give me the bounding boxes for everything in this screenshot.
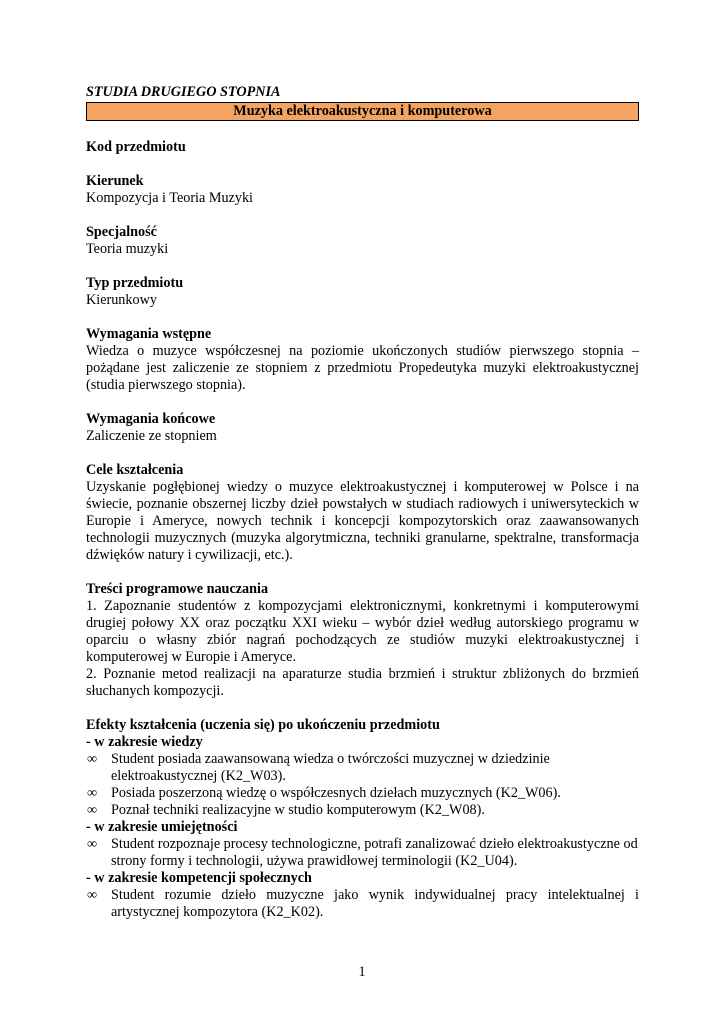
outcomes-competences-list — [86, 887, 639, 921]
contents-label: Treści programowe nauczania — [86, 581, 269, 597]
field-value: Kompozycja i Teoria Muzyki — [86, 190, 253, 206]
section-field — [86, 173, 639, 207]
outcomes-skills-label: - w zakresie umiejętności — [86, 819, 238, 835]
section-contents — [86, 581, 639, 700]
contents-paragraph-1: 1. Zapoznanie studentów z kompozycjami elektronicznymi, konkretnymi i komputerowymi drugiej połowy XX oraz początku XXI wieku – wybór dzieł według autorskiego programu w oparciu o własny zbiór nagrań pochodzących ze studiów muzyki elektroakustycznej i komputerowej w Europie i Ameryce. — [86, 598, 639, 665]
contents-paragraph-2: 2. Poznanie metod realizacji na aparaturze studia brzmień i struktur zbliżonych do brzmień słuchanych kompozycji. — [86, 666, 639, 699]
list-item: ∞ Student rozumie dzieło muzyczne jako wynik indywidualnej pracy intelektualnej i artystycznej kompozytora (K2_K02). — [87, 887, 639, 920]
outcomes-knowledge-label: - w zakresie wiedzy — [86, 734, 203, 750]
outcomes-competences-label: - w zakresie kompetencji społecznych — [86, 870, 312, 886]
field-label: Kierunek — [86, 173, 144, 189]
infinity-bullet-icon: ∞ — [87, 785, 98, 801]
section-learning-outcomes — [86, 717, 639, 921]
objectives-label: Cele kształcenia — [86, 462, 184, 478]
section-objectives — [86, 462, 639, 564]
course-type-label: Typ przedmiotu — [86, 275, 184, 291]
page-number: 1 — [358, 964, 366, 980]
infinity-bullet-icon: ∞ — [87, 802, 98, 818]
section-course-type — [86, 275, 639, 309]
section-prerequisites — [86, 326, 639, 394]
list-item: ∞ Student posiada zaawansowaną wiedza o twórczości muzycznej w dziedzinie elektroakustycznej (K2_W03). — [87, 751, 550, 784]
final-requirements-text: Zaliczenie ze stopniem — [86, 428, 217, 444]
study-level-heading: STUDIA DRUGIEGO STOPNIA — [86, 84, 281, 100]
infinity-bullet-icon: ∞ — [87, 751, 98, 767]
section-course-code — [86, 139, 639, 156]
course-title-bar: Muzyka elektroakustyczna i komputerowa — [86, 102, 639, 121]
section-final-requirements — [86, 411, 639, 445]
document-page — [86, 84, 639, 921]
final-requirements-label: Wymagania końcowe — [86, 411, 216, 427]
outcomes-skills-list — [86, 836, 639, 870]
objectives-text: Uzyskanie pogłębionej wiedzy o muzyce elektroakustycznej i komputerowej w Polsce i na świecie, poznanie obszernej liczby dzieł powstałych w studiach radiowych i uniwersyteckich w Europie i Ameryce, nowych technik i koncepcji kompozytorskich oraz zaawansowanych technologii muzycznych (muzyka algorytmiczna, techniki granularne, spektralne, transformacja dźwięków natury i cywilizacji, etc.). — [86, 479, 639, 563]
infinity-bullet-icon: ∞ — [87, 887, 98, 903]
infinity-bullet-icon: ∞ — [87, 836, 98, 852]
outcomes-knowledge-list — [86, 751, 639, 819]
section-specialty — [86, 224, 639, 258]
list-item: ∞ Student rozpoznaje procesy technologiczne, potrafi zanalizować dzieło elektroakustyczne od strony formy i technologii, używa prawidłowej terminologii (K2_U04). — [87, 836, 638, 869]
prerequisites-text: Wiedza o muzyce współczesnej na poziomie ukończonych studiów pierwszego stopnia – pożądane jest zaliczenie ze stopniem z przedmiotu Propedeutyka muzyki elektroakustycznej (studia pierwszego stopnia). — [86, 343, 639, 393]
list-item: ∞ Posiada poszerzoną wiedzę o współczesnych dziełach muzycznych (K2_W06). — [87, 785, 561, 801]
specialty-label: Specjalność — [86, 224, 157, 240]
course-code-label: Kod przedmiotu — [86, 139, 186, 155]
outcomes-label: Efekty kształcenia (uczenia się) po ukończeniu przedmiotu — [86, 717, 440, 733]
list-item: ∞ Poznał techniki realizacyjne w studio komputerowym (K2_W08). — [87, 802, 485, 818]
specialty-value: Teoria muzyki — [86, 241, 169, 257]
prerequisites-label: Wymagania wstępne — [86, 326, 212, 342]
course-type-value: Kierunkowy — [86, 292, 157, 308]
